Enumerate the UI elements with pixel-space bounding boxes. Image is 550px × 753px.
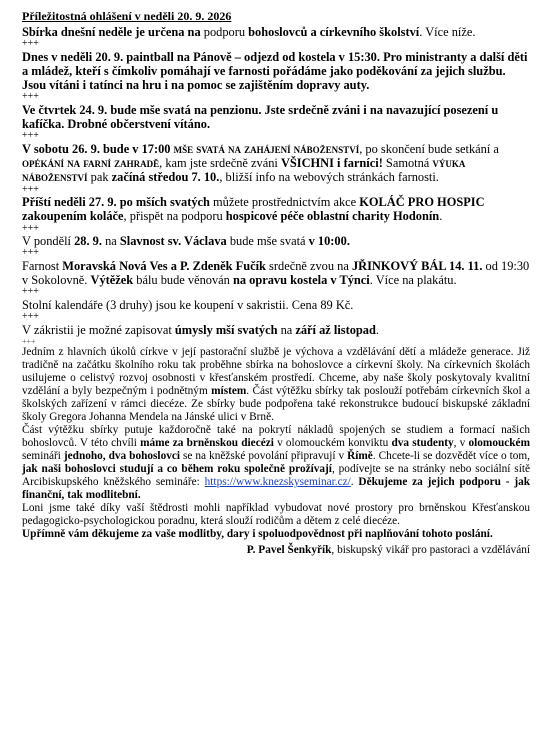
text-bold: dva studenty [391,437,454,449]
text-bold: JŘINKOVÝ BÁL 14. 11. [351,259,483,273]
text: Jedním z hlavních úkolů církve v její pastorační službě je výchova a vzdělávání dětí a mládeže generace. Již tradičně na začátku školního roku tak proběhne sbírka na bohoslovce a církevní školy. Na církevních školách usilujeme o celistvý rozvoj osobnosti v křesťanském prostředí. Chceme, aby naše školy poskytovaly kvalitní vzdělání a byly bezpečným i podnětným [22,346,530,397]
text: na [277,322,296,337]
announcement-saturday-mass [22,142,530,185]
announcement-calendars: Stolní kalendáře (3 druhy) jsou ke koupení v sakristii. Cena 89 Kč. [22,298,354,312]
text-bold: 28. 9. [74,234,102,249]
text-bold: místem [211,385,247,397]
separator: +++ [22,247,39,259]
text-bold: máme za brněnskou diecézi [140,437,274,449]
text: . Více níže. [419,25,476,39]
text: , v [453,437,469,449]
text: srdečně zvou na [265,259,352,273]
separator: +++ [22,38,39,50]
text: podporu [203,25,249,39]
text: , po skončení bude setkání a [359,142,499,156]
text-bold: Upřímně vám děkujeme za vaše modlitby, dary i spoluodpovědnost při naplňování tohoto poslání. [22,528,493,540]
text: na [101,234,120,249]
collection-thanks [22,528,530,541]
text: , podívejte se na stránky nebo sociální sítě Arcibiskupského kněžského semináře: [22,463,530,488]
text-bold: v 10:00. [308,234,350,249]
text: V zákristii je možné zapisovat [22,322,175,337]
signature [22,544,530,557]
page-title: Příležitostná ohlášení v neděli 20. 9. 2026 [22,9,232,23]
text: Farnost [22,259,63,273]
separator: +++ [22,183,39,195]
collection-paragraph-3: Loni jsme také díky vaší štědrosti mohli například vybudovat nové prostory pro brněnskou Křesťanskou pedagogicko-psychologickou poradnu, která slouží rodičům a dětem z celé diecéze. [22,502,530,527]
text-bold: Dnes v neděli 20. 9. paintball na Pánově – odjezd od kostela v 15:30. Pro ministranty a další děti a mládež, kteří s čímkoliv pomáhají ve farnosti pořádáme jako poděkování za jejich službu. Jsou vítáni i tatínci na hru i na pomoc se zajištěním dopravy auty. [22,49,528,93]
text: můžete prostřednictvím akce [209,195,360,210]
text: Část výtěžku sbírky putuje každoročně také na pokrytí nákladů spojených se studiem a formací našich bohoslovců. V této chvíli [22,424,530,449]
separator: +++ [22,286,39,298]
text-bold: Moravská Nová Ves a P. Zdeněk Fučík [62,259,266,273]
text-bold: VŠICHNI i farníci! [280,156,383,171]
separator: +++ [22,91,39,103]
announcement-paintball [22,50,530,93]
text-bold: Děkujeme za jejich podporu - jak finanční, tak modlitební. [22,476,531,501]
text: . [350,476,359,488]
text-bold: hospicové péče oblastní charity Hodonín [225,209,440,224]
text: , přispět na podporu [123,209,226,224]
text: Samotná [382,156,433,171]
text: . [439,209,443,224]
separator: +++ [22,337,36,346]
text: semináři [22,450,64,462]
signature-role: , biskupský vikář pro pastoraci a vzdělávání [331,544,530,556]
text: bude mše svatá [226,234,309,249]
text-bold: opékání na farní zahradě [22,156,160,171]
announcement-mass-intentions [22,323,530,337]
text-bold: výuka náboženství [22,156,466,185]
seminary-link[interactable]: https://www.knezskyseminar.cz/ [204,476,351,488]
announcement-collection [22,25,530,39]
text: . Chcete-li se dozvědět více o tom, [372,450,530,462]
text-bold: Výtěžek [90,273,134,288]
text-bold: KOLÁČ PRO HOSPIC zakoupením koláče [22,195,485,224]
text-bold: mše svatá na zahájení náboženství [173,142,360,156]
text: , bližší info na webových stránkách farnosti. [219,170,439,185]
text-bold: Ve čtvrtek 24. 9. bude mše svatá na penzionu. Jste srdečně zváni i na navazující posezení u kafíčka. Drobné občerstvení vítáno. [22,103,499,132]
text: . [375,322,380,337]
announcement-hospice [22,195,530,223]
text-bold: Příští neděli 27. 9. po mších svatých [22,195,210,210]
collection-paragraph-1 [22,346,530,424]
text: od 19:30 v Sokolovně. [22,259,530,288]
separator: +++ [22,130,39,142]
separator: +++ [22,311,39,323]
text-bold: V sobotu 26. 9. bude v 17:00 [22,142,174,156]
text-bold: úmysly mší svatých [174,322,278,337]
text: . Část výtěžku sbírky tak poslouží potřebám církevních škol a školských zařízení v rámci diecéze. Ze sbírky bude podpořena také rekonstrukce budoucí biskupské základní školy Gregora Johanna Mendela na Jánské ulici v Brně. [22,385,530,423]
announcement-ball [22,259,530,287]
text: v olomouckém konviktu [273,437,392,449]
text-bold: bohoslovců a církevního školství [248,25,420,39]
separator: +++ [22,222,39,234]
text-bold: jednoho, dva bohoslovci [63,450,181,462]
text: . Více na plakátu. [369,273,457,288]
text-bold: na opravu kostela v Týnci [232,273,370,288]
text-bold: začíná středou 7. 10. [111,170,220,185]
announcement-thursday-mass [22,103,530,131]
text-bold: září až listopad [295,322,376,337]
text-bold: Římě [347,450,373,462]
collection-paragraph-2 [22,424,530,502]
text: bálu bude věnován [133,273,233,288]
text-bold: Slavnost sv. Václava [119,234,227,249]
text: se na kněžské povolání připravují v [180,450,348,462]
announcement-st-wenceslas [22,234,530,248]
text: , kam jste srdečně zváni [159,156,281,171]
text: V pondělí [22,234,75,249]
signature-name: P. Pavel Šenkyřík [246,544,332,556]
text-bold: Sbírka dnešní neděle je určena na [22,25,204,39]
text-bold: jak naši bohoslovci studují a co během roku společně prožívají [22,463,332,475]
text: pak [87,170,112,185]
text-bold: olomouckém [468,437,530,449]
